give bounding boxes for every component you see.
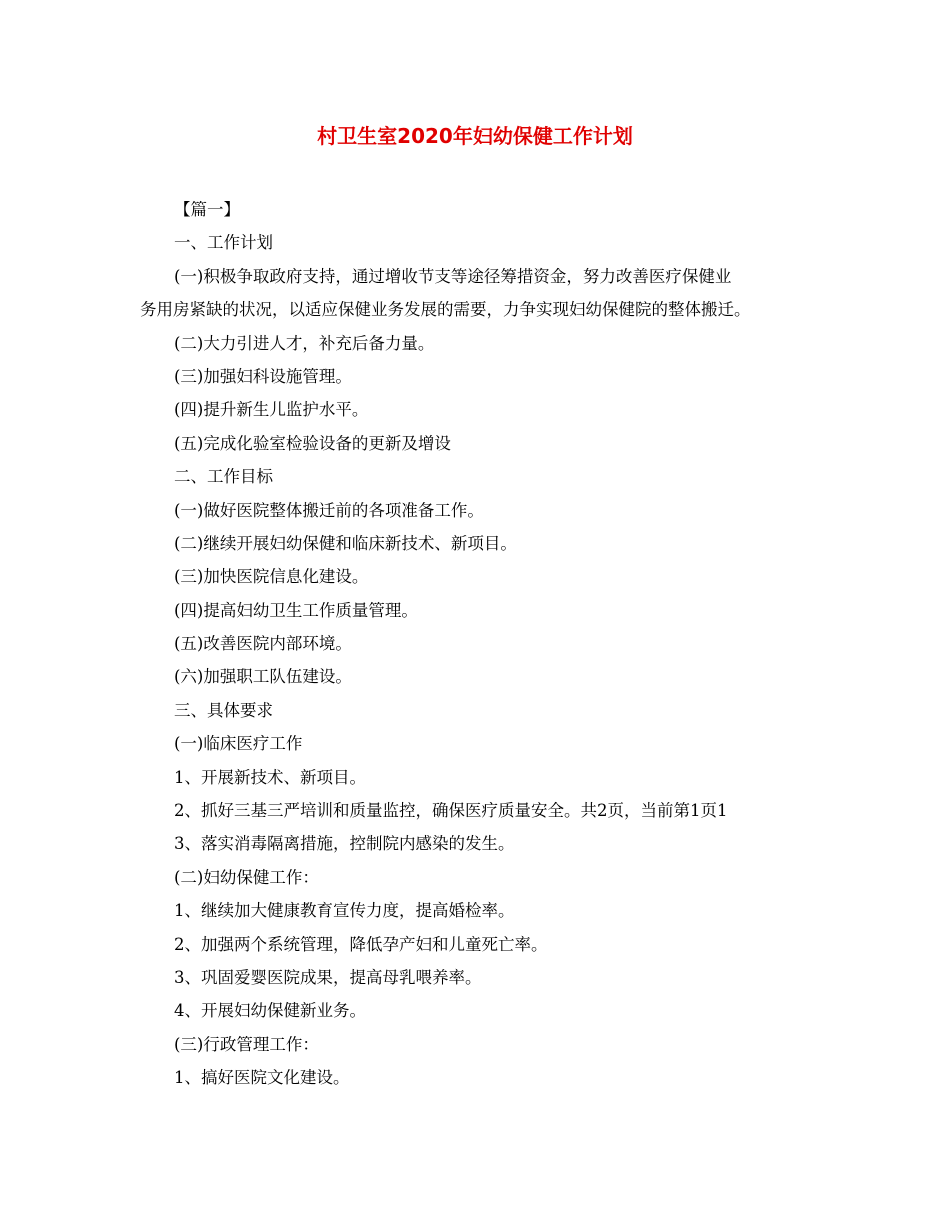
heading-requirements: 三、具体要求 bbox=[174, 700, 273, 720]
list-item: 3、巩固爱婴医院成果，提高母乳喂养率。 bbox=[174, 967, 482, 987]
list-item: 4、开展妇幼保健新业务。 bbox=[174, 1001, 366, 1021]
paragraph-line: 务用房紧缺的状况，以适应保健业务发展的需要，力争实现妇幼保健院的整体搬迁。 bbox=[140, 300, 751, 320]
list-item: (二)大力引进人才，补充后备力量。 bbox=[174, 333, 435, 353]
section-label: 【篇一】 bbox=[174, 200, 240, 219]
subheading: (二)妇幼保健工作： bbox=[174, 867, 319, 887]
list-item: (二)继续开展妇幼保健和临床新技术、新项目。 bbox=[174, 533, 517, 553]
document-body bbox=[140, 193, 830, 1095]
list-item: (五)完成化验室检验设备的更新及增设 bbox=[174, 433, 451, 453]
heading-work-goals: 二、工作目标 bbox=[174, 467, 273, 487]
list-item: (三)加强妇科设施管理。 bbox=[174, 366, 352, 386]
list-item: (一)做好医院整体搬迁前的各项准备工作。 bbox=[174, 500, 484, 520]
list-item: 3、落实消毒隔离措施，控制院内感染的发生。 bbox=[174, 834, 515, 854]
page-title: 村卫生室2020年妇幼保健工作计划 bbox=[317, 124, 633, 148]
list-item: (三)加快医院信息化建设。 bbox=[174, 567, 369, 587]
paragraph-line: (一)积极争取政府支持，通过增收节支等途径筹措资金，努力改善医疗保健业 bbox=[174, 266, 732, 286]
list-item: 2、抓好三基三严培训和质量监控，确保医疗质量安全。共2页，当前第1页1 bbox=[174, 801, 728, 821]
list-item: 2、加强两个系统管理，降低孕产妇和儿童死亡率。 bbox=[174, 934, 548, 954]
list-item: (五)改善医院内部环境。 bbox=[174, 634, 352, 654]
subheading: (一)临床医疗工作 bbox=[174, 734, 303, 754]
list-item: 1、继续加大健康教育宣传力度，提高婚检率。 bbox=[174, 901, 515, 921]
list-item: (四)提高妇幼卫生工作质量管理。 bbox=[174, 600, 418, 620]
list-item: (四)提升新生儿监护水平。 bbox=[174, 400, 369, 420]
list-item: (六)加强职工队伍建设。 bbox=[174, 667, 352, 687]
subheading: (三)行政管理工作： bbox=[174, 1034, 319, 1054]
list-item: 1、搞好医院文化建设。 bbox=[174, 1068, 350, 1088]
heading-work-plan: 一、工作计划 bbox=[174, 233, 273, 253]
list-item: 1、开展新技术、新项目。 bbox=[174, 767, 366, 787]
